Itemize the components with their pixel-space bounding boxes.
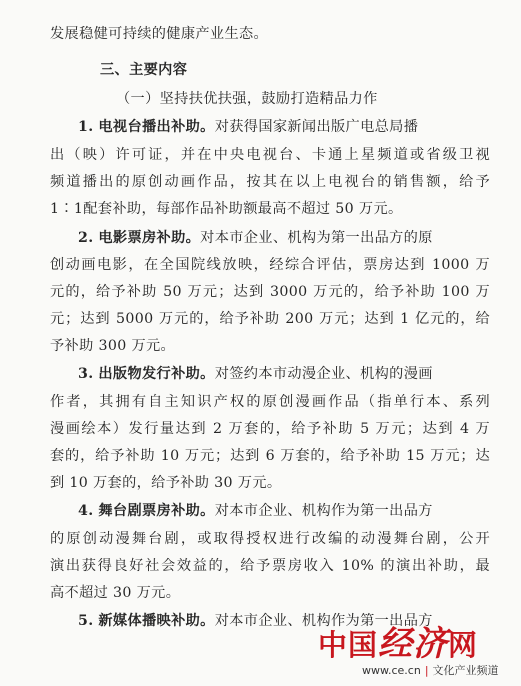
paragraph-line: 套的，给予补助 10 万元；达到 6 万套的，给予补助 15 万元；达 xyxy=(50,448,490,464)
section-heading: 三、主要内容 xyxy=(100,62,188,78)
paragraph-line: 元；达到 5000 万元的，给予补助 200 万元；达到 1 亿元的，给 xyxy=(50,311,490,327)
watermark-caption xyxy=(362,664,499,678)
watermark-url: www.ce.cn xyxy=(362,664,421,677)
paragraph-line: 到 10 万套的，给予补助 30 万元。 xyxy=(50,475,282,491)
item-title: 出版物发行补助。 xyxy=(98,366,215,382)
item-text: 对签约本市动漫企业、机构的漫画 xyxy=(214,366,433,382)
paragraph-line: 漫画绘本）发行量达到 2 万套的，给予补助 5 万元；达到 4 万 xyxy=(50,421,490,437)
paragraph-line: 的原创动漫舞台剧，或取得授权进行改编的动漫舞台剧，公开 xyxy=(50,531,490,547)
item-title: 电视台播出补助。 xyxy=(98,119,215,135)
site-watermark-logo xyxy=(318,626,478,662)
item-text: 对本市企业、机构为第一出品方的原 xyxy=(200,230,433,246)
paragraph-line: 予补助 300 万元。 xyxy=(50,338,176,354)
paragraph-line: 元的，给予补助 50 万元；达到 3000 万元的，给予补助 100 万 xyxy=(50,284,490,300)
paragraph-line: 频道播出的原创动画作品，按其在以上电视台的销售额，给予 xyxy=(50,174,490,190)
paragraph-line: 创动画电影，在全国院线放映，经综合评估，票房达到 1000 万 xyxy=(50,257,490,273)
item-title: 新媒体播映补助。 xyxy=(98,613,215,629)
item-number: 2. xyxy=(78,230,94,246)
watermark-brand-pre: 中国 xyxy=(318,628,379,662)
paragraph-line: 作者，其拥有自主知识产权的原创漫画作品（指单行本、系列 xyxy=(50,394,490,410)
item-heading-line xyxy=(78,228,490,248)
item-text: 对获得国家新闻出版广电总局播 xyxy=(214,119,419,135)
watermark-brand-post: 网 xyxy=(448,628,479,662)
item-text: 对本市企业、机构作为第一出品方 xyxy=(214,503,433,519)
item-number: 3. xyxy=(78,366,94,382)
paragraph-line: 发展稳健可持续的健康产业生态。 xyxy=(50,26,269,42)
item-number: 5. xyxy=(78,613,94,629)
watermark-divider: | xyxy=(424,664,429,677)
item-heading-line xyxy=(78,501,490,521)
paragraph-line: 出（映）许可证，并在中央电视台、卡通上星频道或省级卫视 xyxy=(50,147,490,163)
item-title: 舞台剧票房补助。 xyxy=(98,503,215,519)
item-heading-line xyxy=(78,117,490,137)
watermark-brand-em: 经济 xyxy=(378,624,449,664)
watermark-channel: 文化产业频道 xyxy=(432,664,499,677)
paragraph-line: 演出获得良好社会效益的，给予票房收入 10% 的演出补助，最 xyxy=(50,558,490,574)
item-number: 4. xyxy=(78,503,94,519)
paragraph-line: 1∶1配套补助，每部作品补助额最高不超过 50 万元。 xyxy=(50,201,403,217)
subsection-heading: （一）坚持扶优扶强，鼓励打造精品力作 xyxy=(116,91,378,107)
item-number: 1. xyxy=(78,119,94,135)
item-text: 对本市企业、机构作为第一出品方 xyxy=(214,613,433,629)
item-heading-line xyxy=(78,364,490,384)
item-title: 电影票房补助。 xyxy=(98,230,201,246)
paragraph-line: 高不超过 30 万元。 xyxy=(50,585,181,601)
